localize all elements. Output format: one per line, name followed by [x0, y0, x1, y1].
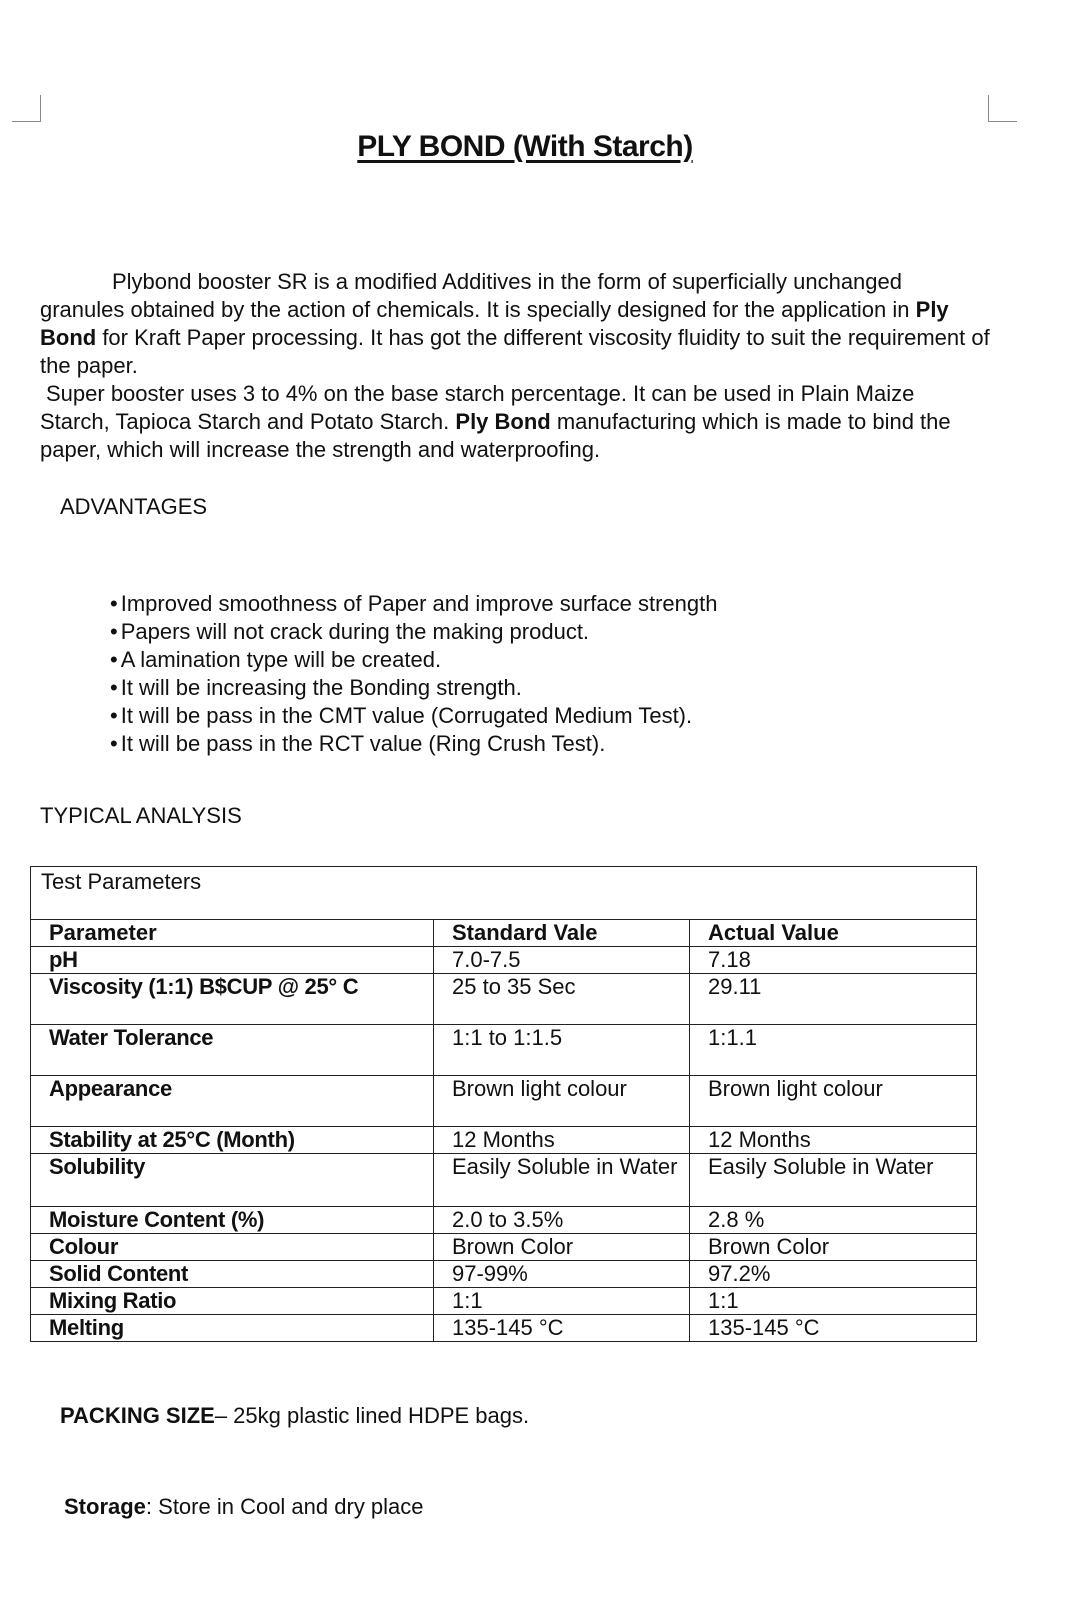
parameter-cell: Solubility: [31, 1154, 434, 1207]
intro-product-name: Ply Bond: [40, 297, 949, 350]
storage-text: : Store in Cool and dry place: [145, 1494, 424, 1519]
typical-analysis-heading: TYPICAL ANALYSIS: [40, 803, 242, 828]
page-corner-mark-left: [12, 95, 41, 122]
actual-value-cell: 135-145 °C: [690, 1315, 977, 1342]
intro-text: Plybond booster SR is a modified Additives in the form of superficially unchanged granules obtained by the action of chemicals. It is specially designed for the application in: [40, 269, 916, 322]
standard-value-cell: Easily Soluble in Water: [434, 1154, 690, 1207]
table-row: [31, 1288, 977, 1315]
table-caption: Test Parameters: [31, 867, 977, 920]
table-row: [31, 1261, 977, 1288]
advantages-heading: ADVANTAGES: [60, 494, 208, 519]
table-row: [31, 947, 977, 974]
parameter-cell: Water Tolerance: [31, 1025, 434, 1076]
packing-size-text: – 25kg plastic lined HDPE bags.: [214, 1403, 530, 1428]
table-row: [31, 974, 977, 1025]
table-row: [31, 1127, 977, 1154]
table-header-row: [31, 920, 977, 947]
table-row: [31, 1076, 977, 1127]
table-row: [31, 1234, 977, 1261]
intro-product-name: Ply Bond: [455, 409, 551, 434]
intro-section: [40, 268, 990, 464]
intro-text: Super booster uses 3 to 4% on the base starch percentage. It can be used in Plain Maize Starch, Tapioca Starch and Potato Starch.: [40, 381, 915, 434]
analysis-table: [30, 866, 977, 1342]
column-header-parameter: Parameter: [31, 920, 434, 947]
parameter-cell: Appearance: [31, 1076, 434, 1127]
document-title: PLY BOND (With Starch): [357, 130, 693, 163]
standard-value-cell: Brown light colour: [434, 1076, 690, 1127]
table-row: [31, 1315, 977, 1342]
parameter-cell: Solid Content: [31, 1261, 434, 1288]
table-row: [31, 1207, 977, 1234]
actual-value-cell: Easily Soluble in Water: [690, 1154, 977, 1207]
storage-info: [64, 1494, 424, 1520]
standard-value-cell: 2.0 to 3.5%: [434, 1207, 690, 1234]
parameter-cell: Melting: [31, 1315, 434, 1342]
parameter-cell: Moisture Content (%): [31, 1207, 434, 1234]
parameter-cell: Viscosity (1:1) B$CUP @ 25° C: [31, 974, 434, 1025]
standard-value-cell: 97-99%: [434, 1261, 690, 1288]
standard-value-cell: 25 to 35 Sec: [434, 974, 690, 1025]
intro-text: manufacturing which is made to bind the paper, which will increase the strength and waterproofing.: [40, 409, 951, 462]
advantage-item: • It will be pass in the RCT value (Ring Crush Test).: [110, 730, 717, 758]
packing-size-label: PACKING SIZE: [60, 1403, 215, 1428]
advantage-item: • Improved smoothness of Paper and improve surface strength: [110, 590, 717, 618]
standard-value-cell: 1:1: [434, 1288, 690, 1315]
actual-value-cell: 29.11: [690, 974, 977, 1025]
actual-value-cell: Brown Color: [690, 1234, 977, 1261]
parameter-cell: pH: [31, 947, 434, 974]
intro-paragraph-2: [40, 380, 990, 464]
parameter-cell: Mixing Ratio: [31, 1288, 434, 1315]
page-corner-mark-right: [988, 95, 1017, 122]
storage-label: Storage: [64, 1494, 146, 1519]
advantage-item: • Papers will not crack during the making product.: [110, 618, 717, 646]
standard-value-cell: Brown Color: [434, 1234, 690, 1261]
column-header-standard-value: Standard Vale: [434, 920, 690, 947]
parameter-cell: Stability at 25°C (Month): [31, 1127, 434, 1154]
intro-paragraph-1: [40, 268, 990, 380]
intro-text: for Kraft Paper processing. It has got the different viscosity fluidity to suit the requirement of the paper.: [40, 325, 990, 378]
packing-size: [60, 1403, 529, 1429]
advantage-item: • It will be increasing the Bonding strength.: [110, 674, 717, 702]
standard-value-cell: 1:1 to 1:1.5: [434, 1025, 690, 1076]
advantage-item: • It will be pass in the CMT value (Corrugated Medium Test).: [110, 702, 717, 730]
table-caption-row: [31, 867, 977, 920]
actual-value-cell: Brown light colour: [690, 1076, 977, 1127]
standard-value-cell: 135-145 °C: [434, 1315, 690, 1342]
actual-value-cell: 7.18: [690, 947, 977, 974]
actual-value-cell: 1:1: [690, 1288, 977, 1315]
column-header-actual-value: Actual Value: [690, 920, 977, 947]
actual-value-cell: 12 Months: [690, 1127, 977, 1154]
advantage-item: • A lamination type will be created.: [110, 646, 717, 674]
actual-value-cell: 1:1.1: [690, 1025, 977, 1076]
table-row: [31, 1154, 977, 1207]
parameter-cell: Colour: [31, 1234, 434, 1261]
table-row: [31, 1025, 977, 1076]
standard-value-cell: 7.0-7.5: [434, 947, 690, 974]
actual-value-cell: 2.8 %: [690, 1207, 977, 1234]
advantages-list: [110, 590, 717, 758]
actual-value-cell: 97.2%: [690, 1261, 977, 1288]
standard-value-cell: 12 Months: [434, 1127, 690, 1154]
